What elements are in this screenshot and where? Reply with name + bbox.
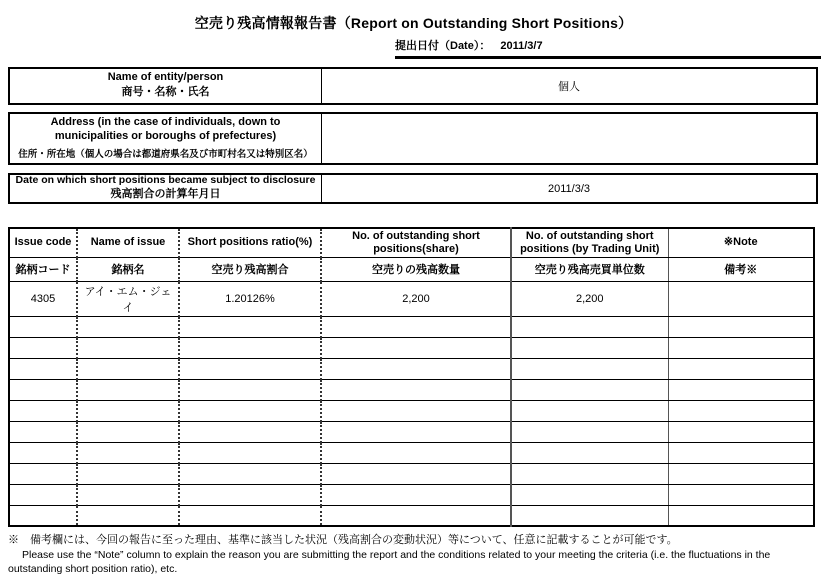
empty-cell bbox=[321, 484, 511, 505]
cell-ratio: 1.20126% bbox=[179, 281, 321, 316]
empty-cell bbox=[9, 358, 77, 379]
empty-cell bbox=[9, 316, 77, 337]
address-label-ja: 住所・所在地（個人の場合は都道府県名及び市町村名又は特別区名） bbox=[18, 148, 313, 160]
entity-name-label bbox=[10, 69, 322, 103]
empty-cell bbox=[511, 337, 668, 358]
col-header-issue-code-ja: 銘柄コード bbox=[9, 257, 77, 281]
empty-cell bbox=[77, 337, 179, 358]
empty-cell bbox=[668, 505, 814, 526]
address-label bbox=[10, 114, 322, 163]
empty-cell bbox=[668, 400, 814, 421]
entity-name-box bbox=[8, 67, 818, 105]
empty-cell bbox=[179, 400, 321, 421]
table-row-empty bbox=[9, 400, 814, 421]
cell-issue-name: アイ・エム・ジェイ bbox=[77, 281, 179, 316]
empty-rows bbox=[9, 316, 814, 526]
empty-cell bbox=[321, 379, 511, 400]
footnote-ja: ※ 備考欄には、今回の報告に至った理由、基準に該当した状況（残高割合の変動状況）等について、任意に記載することが可能です。 bbox=[8, 534, 678, 546]
calculation-date-label bbox=[10, 175, 322, 202]
empty-cell bbox=[321, 316, 511, 337]
empty-cell bbox=[511, 421, 668, 442]
empty-cell bbox=[77, 316, 179, 337]
table-row-empty bbox=[9, 358, 814, 379]
empty-cell bbox=[321, 358, 511, 379]
empty-cell bbox=[179, 379, 321, 400]
submission-date-label: 提出日付（Date）： bbox=[395, 40, 491, 52]
empty-cell bbox=[77, 358, 179, 379]
col-header-issue-name-en: Name of issue bbox=[77, 228, 179, 257]
calculation-date-label-ja: 残高割合の計算年月日 bbox=[110, 188, 221, 201]
empty-cell bbox=[511, 358, 668, 379]
empty-cell bbox=[321, 442, 511, 463]
empty-cell bbox=[321, 421, 511, 442]
page-title: 空売り残高情報報告書（Report on Outstanding Short Positions） bbox=[194, 15, 633, 31]
empty-cell bbox=[77, 421, 179, 442]
empty-cell bbox=[9, 400, 77, 421]
empty-cell bbox=[77, 505, 179, 526]
cell-shares: 2,200 bbox=[321, 281, 511, 316]
table-header bbox=[9, 228, 814, 281]
col-header-note-en: ※Note bbox=[668, 228, 814, 257]
empty-cell bbox=[9, 421, 77, 442]
empty-cell bbox=[77, 463, 179, 484]
table-row-empty bbox=[9, 316, 814, 337]
address-value bbox=[322, 114, 816, 163]
empty-cell bbox=[668, 421, 814, 442]
empty-cell bbox=[179, 316, 321, 337]
entity-name-value: 個人 bbox=[558, 81, 580, 93]
col-header-issue-name-ja: 銘柄名 bbox=[77, 257, 179, 281]
table-body bbox=[9, 281, 814, 316]
col-header-note-ja: 備考※ bbox=[668, 257, 814, 281]
col-header-issue-code-en: Issue code bbox=[9, 228, 77, 257]
empty-cell bbox=[321, 400, 511, 421]
empty-cell bbox=[511, 484, 668, 505]
table-row-empty bbox=[9, 484, 814, 505]
empty-cell bbox=[179, 421, 321, 442]
empty-cell bbox=[179, 484, 321, 505]
submission-date-line bbox=[395, 37, 821, 59]
empty-cell bbox=[179, 442, 321, 463]
empty-cell bbox=[321, 505, 511, 526]
col-header-shares-ja: 空売りの残高数量 bbox=[321, 257, 511, 281]
empty-cell bbox=[77, 400, 179, 421]
col-header-shares-en: No. of outstanding short positions(share) bbox=[321, 228, 511, 257]
entity-name-label-en: Name of entity/person bbox=[107, 71, 224, 84]
short-positions-table bbox=[8, 227, 815, 527]
empty-cell bbox=[9, 337, 77, 358]
footnotes bbox=[8, 533, 818, 577]
table-header-row-en bbox=[9, 228, 814, 257]
table-row-empty bbox=[9, 505, 814, 526]
empty-cell bbox=[321, 337, 511, 358]
empty-cell bbox=[9, 463, 77, 484]
empty-cell bbox=[668, 358, 814, 379]
address-box bbox=[8, 112, 818, 165]
empty-cell bbox=[77, 442, 179, 463]
empty-cell bbox=[321, 463, 511, 484]
empty-cell bbox=[9, 484, 77, 505]
empty-cell bbox=[179, 505, 321, 526]
empty-cell bbox=[179, 358, 321, 379]
col-header-trading-unit-ja: 空売り残高売買単位数 bbox=[511, 257, 668, 281]
calculation-date-box bbox=[8, 173, 818, 204]
table-row-empty bbox=[9, 337, 814, 358]
table-row-empty bbox=[9, 442, 814, 463]
address-label-en: Address (in the case of individuals, down to municipalities or boroughs of prefectures) bbox=[50, 116, 281, 142]
col-header-ratio-en: Short positions ratio(%) bbox=[179, 228, 321, 257]
cell-issue-code: 4305 bbox=[9, 281, 77, 316]
empty-cell bbox=[511, 463, 668, 484]
empty-cell bbox=[9, 442, 77, 463]
empty-cell bbox=[668, 337, 814, 358]
empty-cell bbox=[668, 463, 814, 484]
table-header-row-ja bbox=[9, 257, 814, 281]
empty-cell bbox=[77, 484, 179, 505]
calculation-date-label-en: Date on which short positions became subject to disclosure bbox=[15, 174, 316, 187]
empty-cell bbox=[511, 316, 668, 337]
empty-cell bbox=[179, 337, 321, 358]
empty-cell bbox=[668, 484, 814, 505]
col-header-trading-unit-en: No. of outstanding short positions (by Trading Unit) bbox=[511, 228, 668, 257]
empty-cell bbox=[179, 463, 321, 484]
empty-cell bbox=[77, 379, 179, 400]
calculation-date-value: 2011/3/3 bbox=[547, 182, 590, 195]
empty-cell bbox=[511, 442, 668, 463]
empty-cell bbox=[668, 379, 814, 400]
submission-date-value: 2011/3/7 bbox=[500, 40, 543, 52]
table-row-empty bbox=[9, 421, 814, 442]
empty-cell bbox=[9, 379, 77, 400]
empty-cell bbox=[9, 505, 77, 526]
entity-name-label-ja: 商号・名称・氏名 bbox=[121, 86, 210, 99]
empty-cell bbox=[668, 442, 814, 463]
table-row-empty bbox=[9, 463, 814, 484]
empty-cell bbox=[511, 400, 668, 421]
footnote-en: Please use the “Note” column to explain the reason you are submitting the report and the conditions related to your meeting the criteria (i.e. the fluctuations in the outstanding short position ratio), etc. bbox=[8, 549, 771, 576]
cell-note bbox=[668, 281, 814, 316]
empty-cell bbox=[668, 316, 814, 337]
table-row bbox=[9, 281, 814, 316]
cell-trading-unit: 2,200 bbox=[511, 281, 668, 316]
col-header-ratio-ja: 空売り残高割合 bbox=[179, 257, 321, 281]
empty-cell bbox=[511, 505, 668, 526]
empty-cell bbox=[511, 379, 668, 400]
table-row-empty bbox=[9, 379, 814, 400]
